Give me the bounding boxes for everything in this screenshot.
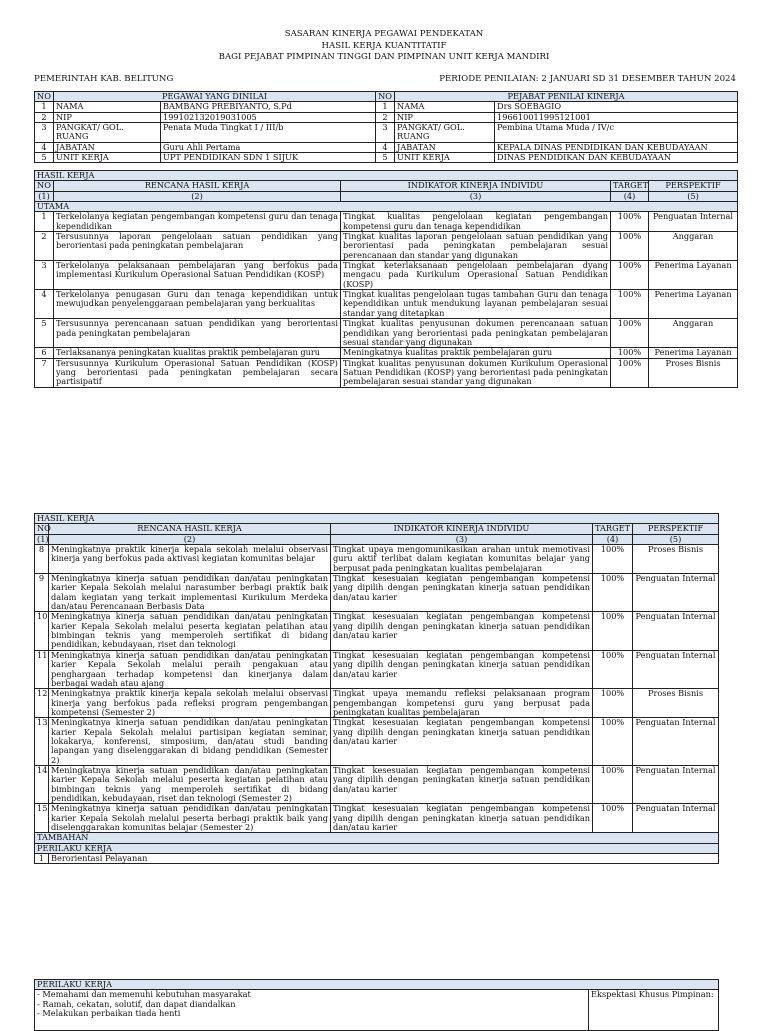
instansi: PEMERINTAH KAB. BELITUNG bbox=[34, 74, 174, 84]
target: 100% bbox=[593, 650, 633, 688]
indikator-kinerja: Tingkat kualitas pengelolaan tugas tambahan Guru dan tenaga kependidikan untuk mendukung layanan pembelajaran sesuai standar yang ditetapkan bbox=[341, 290, 611, 319]
rencana-hasil-kerja: Meningkatnya praktik kinerja kepala sekolah melalui observasi kinerja yang berfokus pada refleksi program pengembangan kompetensi (Semester 2) bbox=[49, 689, 331, 718]
row-no: 1 bbox=[35, 212, 54, 232]
hasil-kerja-row bbox=[35, 212, 738, 232]
target: 100% bbox=[611, 358, 649, 387]
target: 100% bbox=[611, 319, 649, 348]
column-number-row bbox=[35, 191, 738, 201]
perspektif: Penerima Layanan bbox=[649, 290, 738, 319]
col-num: (2) bbox=[54, 191, 341, 201]
col-num: (3) bbox=[331, 534, 593, 544]
perspektif: Anggaran bbox=[649, 319, 738, 348]
target: 100% bbox=[611, 261, 649, 290]
col-num: (3) bbox=[341, 191, 611, 201]
row-no: 8 bbox=[35, 545, 49, 574]
doc-title-line2: HASIL KERJA KUANTITATIF bbox=[321, 41, 447, 51]
hasil-kerja-section: HASIL KERJA bbox=[35, 171, 738, 181]
indikator-kinerja: Tingkat kesesuaian kegiatan pengembangan kompetensi yang dipilih dengan peningkatan kinerja satuan pendidikan dan/atau karier bbox=[331, 765, 593, 803]
pegawai-row bbox=[35, 102, 738, 112]
pegawai-pangkat: Penata Muda Tingkat I / III/b bbox=[161, 123, 376, 143]
indikator-kinerja: Tingkat kesesuaian kegiatan pengembangan kompetensi yang dipilih dengan peningkatan kinerja satuan pendidikan dan/atau karier bbox=[331, 718, 593, 766]
rencana-hasil-kerja: Meningkatnya praktik kinerja kepala sekolah melalui observasi kinerja yang berfokus pada aktivasi kegiatan komunitas belajar bbox=[49, 545, 331, 574]
row-label: JABATAN bbox=[54, 142, 161, 152]
perilaku-points bbox=[35, 990, 589, 1031]
perilaku-kerja-table-page3 bbox=[34, 979, 719, 1031]
utama-section: UTAMA bbox=[35, 202, 738, 212]
row-no: 1 bbox=[35, 102, 54, 112]
row-label: JABATAN bbox=[395, 142, 495, 152]
row-label: NIP bbox=[395, 112, 495, 122]
row-no: 11 bbox=[35, 650, 49, 688]
pegawai-row bbox=[35, 153, 738, 163]
col-num: (1) bbox=[35, 191, 54, 201]
row-no: 5 bbox=[376, 153, 395, 163]
ekspektasi-khusus: Ekspektasi Khusus Pimpinan: bbox=[589, 990, 719, 1031]
hasil-kerja-row bbox=[35, 612, 719, 650]
target: 100% bbox=[593, 689, 633, 718]
row-no: 15 bbox=[35, 804, 49, 833]
indikator-kinerja: Tingkat kualitas penyusunan dokumen perencanaan satuan pendidikan yang berorientasi pada peningkatan pembelajaran sesuai standar yang digunakan bbox=[341, 319, 611, 348]
perilaku-row bbox=[35, 854, 719, 864]
col-num: (1) bbox=[35, 534, 49, 544]
hasil-kerja-row bbox=[35, 804, 719, 833]
rencana-hasil-kerja: Terkelolanya kegiatan pengembangan kompetensi guru dan tenaga kependidikan bbox=[54, 212, 341, 232]
rencana-hasil-kerja: Terkelolanya penugasan Guru dan tenaga kependidikan untuk mewujudkan penyelenggaraan pembelajaran yang berkualitas bbox=[54, 290, 341, 319]
col-no: NO bbox=[35, 181, 54, 191]
rencana-hasil-kerja: Tersusunnya Kurikulum Operasional Satuan Pendidikan (KOSP) yang berorientasi pada peningkatan pembelajaran secara partisipatif bbox=[54, 358, 341, 387]
perilaku-kerja-section: PERILAKU KERJA bbox=[35, 843, 719, 853]
pejabat-unit-kerja: DINAS PENDIDIKAN DAN KEBUDAYAAN bbox=[495, 153, 738, 163]
rencana-hasil-kerja: Tersusunnya laporan pengelolaan satuan pendidikan yang berorientasi pada peningkatan pembelajaran bbox=[54, 232, 341, 261]
row-no: 5 bbox=[35, 319, 54, 348]
indikator-kinerja: Tingkat kesesuaian kegiatan pengembangan kompetensi yang dipilih dengan peningkatan kinerja satuan pendidikan dan/atau karier bbox=[331, 804, 593, 833]
col-target: TARGET bbox=[611, 181, 649, 191]
rencana-hasil-kerja: Terkelolanya pelaksanaan pembelajaran yang berfokus pada implementasi Kurikulum Operasional Satuan Pendidikan (KOSP) bbox=[54, 261, 341, 290]
pegawai-nip: 199102132019031005 bbox=[161, 112, 376, 122]
indikator-kinerja: Tingkat kualitas laporan pengelolaan satuan pendidikan yang berorientasi pada peningkatan pembelajaran sesuai perencanaan dan standar yang digunakan bbox=[341, 232, 611, 261]
row-label: NAMA bbox=[54, 102, 161, 112]
hasil-kerja-row bbox=[35, 574, 719, 612]
row-label: UNIT KERJA bbox=[395, 153, 495, 163]
rencana-hasil-kerja: Tersusunnya perencanaan satuan pendidikan yang berorientasi pada peningkatan pembelajaran bbox=[54, 319, 341, 348]
indikator-kinerja: Tingkat kesesuaian kegiatan pengembangan kompetensi yang dipilih dengan peningkatan kinerja satuan pendidikan dan/atau karier bbox=[331, 612, 593, 650]
rencana-hasil-kerja: Meningkatnya kinerja satuan pendidikan dan/atau peningkatan karier Kepala Sekolah melalui peserta kegiatan pelatihan atau bimbingan teknis yang memperoleh sertifikat di bidang pendidikan, kebudayaan, riset dan teknologi bbox=[49, 612, 331, 650]
target: 100% bbox=[593, 574, 633, 612]
hasil-kerja-row bbox=[35, 290, 738, 319]
row-no: 9 bbox=[35, 574, 49, 612]
hasil-kerja-row bbox=[35, 232, 738, 261]
row-label: PANGKAT/ GOL. RUANG bbox=[395, 123, 495, 143]
target: 100% bbox=[593, 545, 633, 574]
row-no: 4 bbox=[35, 290, 54, 319]
tambahan-section: TAMBAHAN bbox=[35, 833, 719, 843]
pejabat-nama: Drs SOEBAGIO bbox=[495, 102, 738, 112]
col-target: TARGET bbox=[593, 524, 633, 534]
perspektif: Penerima Layanan bbox=[649, 348, 738, 358]
perspektif: Penerima Layanan bbox=[649, 261, 738, 290]
indikator-kinerja: Tingkat kualitas pengelolaan kegiatan pengembangan kompetensi guru dan tenaga kependidikan bbox=[341, 212, 611, 232]
col-no: NO bbox=[35, 524, 49, 534]
row-no: 2 bbox=[35, 232, 54, 261]
row-no: 2 bbox=[376, 112, 395, 122]
pejabat-nip: 196610011995121001 bbox=[495, 112, 738, 122]
target: 100% bbox=[611, 290, 649, 319]
row-no: 14 bbox=[35, 765, 49, 803]
row-no: 5 bbox=[35, 153, 54, 163]
hasil-kerja-row bbox=[35, 358, 738, 387]
skp-table-page1 bbox=[34, 91, 738, 163]
no-header: NO bbox=[35, 92, 54, 102]
pegawai-nama: BAMBANG PREBIYANTO, S.Pd bbox=[161, 102, 376, 112]
perspektif: Penguatan Internal bbox=[633, 574, 719, 612]
hasil-kerja-row bbox=[35, 348, 738, 358]
indikator-kinerja: Tingkat upaya memandu refleksi pelaksanaan program pengembangan kompetensi guru yang berpusat pada peningkatan kualitas pembelajaran bbox=[331, 689, 593, 718]
row-label: PANGKAT/ GOL. RUANG bbox=[54, 123, 161, 143]
column-header-row bbox=[35, 524, 719, 534]
hasil-kerja-table-page2 bbox=[34, 513, 719, 864]
hasil-kerja-row bbox=[35, 689, 719, 718]
perspektif: Penguatan Internal bbox=[633, 650, 719, 688]
target: 100% bbox=[593, 804, 633, 833]
target: 100% bbox=[593, 765, 633, 803]
hasil-kerja-row bbox=[35, 718, 719, 766]
column-header-row bbox=[35, 181, 738, 191]
col-rencana: RENCANA HASIL KERJA bbox=[49, 524, 331, 534]
periode-penilaian: PERIODE PENILAIAN: 2 JANUARI SD 31 DESEMBER TAHUN 2024 bbox=[439, 74, 736, 84]
rencana-hasil-kerja: Meningkatnya kinerja satuan pendidikan dan/atau peningkatan karier Kepala Sekolah melalui peserta berbagi praktik baik yang diselenggarakan komunitas belajar (Semester 2) bbox=[49, 804, 331, 833]
hasil-kerja-row bbox=[35, 545, 719, 574]
perilaku-kerja-section: PERILAKU KERJA bbox=[35, 980, 719, 990]
rencana-hasil-kerja: Meningkatnya kinerja satuan pendidikan dan/atau peningkatan karier Kepala Sekolah melalui peserta kegiatan pelatihan atau bimbingan teknis yang memperoleh sertifikat di bidang pendidikan, kebudayaan, riset dan teknologi (Semester 2) bbox=[49, 765, 331, 803]
col-perspektif: PERSPEKTIF bbox=[633, 524, 719, 534]
pegawai-row bbox=[35, 112, 738, 122]
perspektif: Anggaran bbox=[649, 232, 738, 261]
indikator-kinerja: Tingkat upaya mengomunikasikan arahan untuk memotivasi guru aktif terlibat dalam kegiatan komunitas belajar yang berpusat pada peningkatan kualitas pembelajaran bbox=[331, 545, 593, 574]
rencana-hasil-kerja: Meningkatnya kinerja satuan pendidikan dan/atau peningkatan karier Kepala Sekolah melalui partisipan kegiatan seminar, lokakarya, konferensi, simposium, dan/atau studi banding lapangan yang diselenggarakan di bidang pendidikan (Semester 2) bbox=[49, 718, 331, 766]
hasil-kerja-row bbox=[35, 650, 719, 688]
doc-title-line3: BAGI PEJABAT PIMPINAN TINGGI DAN PIMPINAN UNIT KERJA MANDIRI bbox=[218, 52, 550, 62]
hasil-kerja-table-page1 bbox=[34, 170, 738, 388]
pejabat-penilai-header: PEJABAT PENILAI KINERJA bbox=[395, 92, 738, 102]
col-indikator: INDIKATOR KINERJA INDIVIDU bbox=[341, 181, 611, 191]
row-no: 7 bbox=[35, 358, 54, 387]
pegawai-jabatan: Guru Ahli Pertama bbox=[161, 142, 376, 152]
perilaku-detail-row bbox=[35, 990, 719, 1031]
pegawai-row bbox=[35, 123, 738, 143]
perilaku-point: - Ramah, cekatan, solutif, dan dapat diandalkan bbox=[37, 998, 236, 1009]
target: 100% bbox=[611, 348, 649, 358]
hasil-kerja-row bbox=[35, 261, 738, 290]
row-no: 4 bbox=[35, 142, 54, 152]
row-no: 3 bbox=[35, 261, 54, 290]
hasil-kerja-section: HASIL KERJA bbox=[35, 514, 719, 524]
no-header: NO bbox=[376, 92, 395, 102]
indikator-kinerja: Tingkat keterlaksanaan pengelolaan pembelajaran dyang mengacu pada Kurikulum Operasional Satuan Pendidikan (KOSP) bbox=[341, 261, 611, 290]
hasil-kerja-row bbox=[35, 765, 719, 803]
col-num: (5) bbox=[633, 534, 719, 544]
perilaku-no: 1 bbox=[35, 854, 49, 864]
indikator-kinerja: Tingkat kualitas penyusunan dokumen Kurikulum Operasional Satuan Pendidikan (KOSP) yang berorientasi pada peningkatan pembelajaran sesuai standar yang digunakan bbox=[341, 358, 611, 387]
row-no: 1 bbox=[376, 102, 395, 112]
row-no: 3 bbox=[376, 123, 395, 143]
pejabat-pangkat: Pembina Utama Muda / IV/c bbox=[495, 123, 738, 143]
pegawai-row bbox=[35, 142, 738, 152]
column-number-row bbox=[35, 534, 719, 544]
perilaku-item: Berorientasi Pelayanan bbox=[49, 854, 719, 864]
perspektif: Penguatan Internal bbox=[633, 612, 719, 650]
pegawai-unit-kerja: UPT PENDIDIKAN SDN 1 SIJUK bbox=[161, 153, 376, 163]
perilaku-point: - Melakukan perbaikan tiada henti bbox=[37, 1008, 181, 1019]
rencana-hasil-kerja: Terlaksananya peningkatan kualitas praktik pembelajaran guru bbox=[54, 348, 341, 358]
indikator-kinerja: Tingkat kesesuaian kegiatan pengembangan kompetensi yang dipilih dengan peningkatan kinerja satuan pendidikan dan/atau karier bbox=[331, 574, 593, 612]
doc-title-line1: SASARAN KINERJA PEGAWAI PENDEKATAN bbox=[284, 29, 484, 39]
indikator-kinerja: Meningkatnya kualitas praktik pembelajaran guru bbox=[341, 348, 611, 358]
perspektif: Proses Bisnis bbox=[649, 358, 738, 387]
perspektif: Penguatan Internal bbox=[649, 212, 738, 232]
row-label: NIP bbox=[54, 112, 161, 122]
target: 100% bbox=[593, 612, 633, 650]
col-num: (4) bbox=[593, 534, 633, 544]
col-num: (4) bbox=[611, 191, 649, 201]
target: 100% bbox=[611, 212, 649, 232]
row-no: 3 bbox=[35, 123, 54, 143]
row-no: 4 bbox=[376, 142, 395, 152]
pegawai-header-row bbox=[35, 92, 738, 102]
rencana-hasil-kerja: Meningkatnya kinerja satuan pendidikan dan/atau peningkatan karier Kepala Sekolah melalui narasumber berbagi praktik baik dalam kegiatan yang terkait implementasi Kurikulum Merdeka dan/atau Perencanaan Berbasis Data bbox=[49, 574, 331, 612]
row-no: 6 bbox=[35, 348, 54, 358]
pegawai-dinilai-header: PEGAWAI YANG DINILAI bbox=[54, 92, 376, 102]
perspektif: Proses Bisnis bbox=[633, 545, 719, 574]
row-no: 10 bbox=[35, 612, 49, 650]
indikator-kinerja: Tingkat kesesuaian kegiatan pengembangan kompetensi yang dipilih dengan peningkatan kinerja satuan pendidikan dan/atau karier bbox=[331, 650, 593, 688]
perspektif: Proses Bisnis bbox=[633, 689, 719, 718]
col-num: (2) bbox=[49, 534, 331, 544]
col-num: (5) bbox=[649, 191, 738, 201]
pejabat-jabatan: KEPALA DINAS PENDIDIKAN DAN KEBUDAYAAN bbox=[495, 142, 738, 152]
perspektif: Penguatan Internal bbox=[633, 718, 719, 766]
col-indikator: INDIKATOR KINERJA INDIVIDU bbox=[331, 524, 593, 534]
row-label: UNIT KERJA bbox=[54, 153, 161, 163]
target: 100% bbox=[611, 232, 649, 261]
perilaku-point: - Memahami dan memenuhi kebutuhan masyarakat bbox=[37, 989, 251, 1000]
row-no: 13 bbox=[35, 718, 49, 766]
row-no: 12 bbox=[35, 689, 49, 718]
hasil-kerja-row bbox=[35, 319, 738, 348]
rencana-hasil-kerja: Meningkatnya kinerja satuan pendidikan dan/atau peningkatan karier Kepala Sekolah melalui peraih pengakuan atau penghargaan terhadap kompetensi dan kinerjanya dalam berbagai wadah atau ajang bbox=[49, 650, 331, 688]
target: 100% bbox=[593, 718, 633, 766]
perspektif: Penguatan Internal bbox=[633, 804, 719, 833]
perspektif: Penguatan Internal bbox=[633, 765, 719, 803]
col-perspektif: PERSPEKTIF bbox=[649, 181, 738, 191]
row-label: NAMA bbox=[395, 102, 495, 112]
col-rencana: RENCANA HASIL KERJA bbox=[54, 181, 341, 191]
row-no: 2 bbox=[35, 112, 54, 122]
